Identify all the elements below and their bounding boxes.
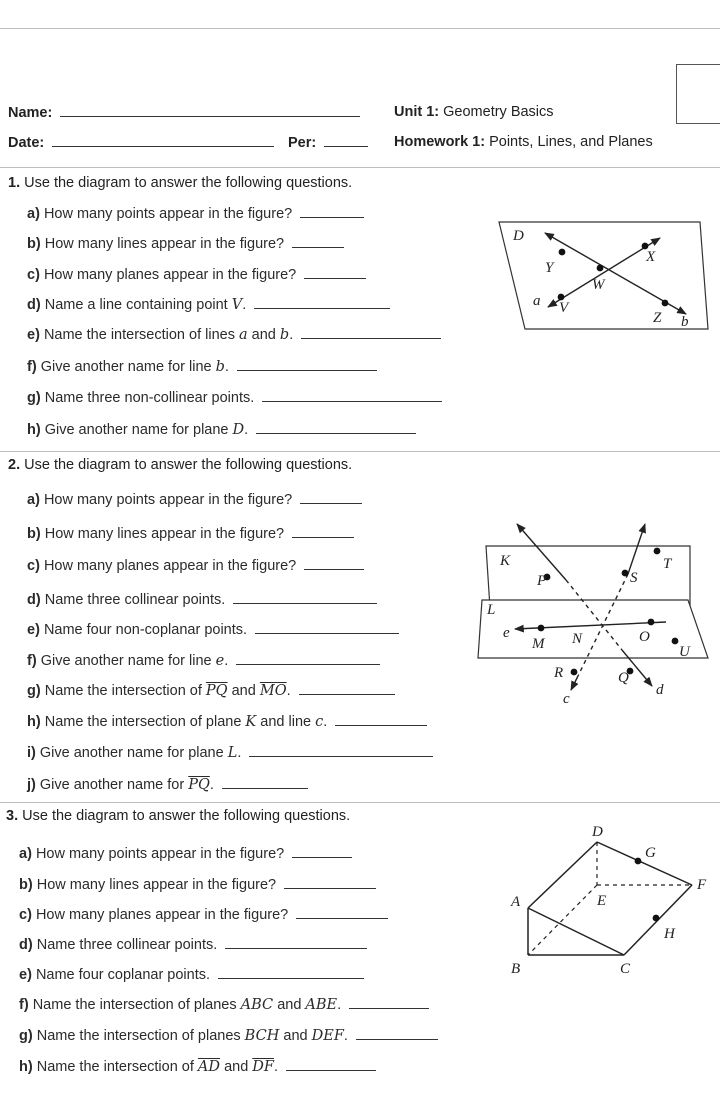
q3a-letter: a) xyxy=(19,846,32,862)
q1h-text: Give another name for plane xyxy=(44,422,229,438)
label-U: U xyxy=(679,644,690,660)
q1f-text: Give another name for line xyxy=(40,359,212,375)
q3d-letter: d) xyxy=(19,937,33,953)
q1b-text: How many lines appear in the figure? xyxy=(44,236,285,252)
q1d-letter: d) xyxy=(27,297,41,313)
q1a-letter: a) xyxy=(27,206,40,222)
q2d-text: Name three collinear points. xyxy=(44,592,226,608)
label-W: W xyxy=(592,277,605,293)
q3e-letter: e) xyxy=(19,967,32,983)
q3g-text: Name the intersection of planes xyxy=(36,1028,241,1044)
q3f-math2: ABE xyxy=(305,997,338,1013)
label-c: c xyxy=(563,691,570,707)
q2h-letter: h) xyxy=(27,714,41,730)
edge-DA xyxy=(528,842,597,908)
q1e-text: Name the intersection of lines xyxy=(43,327,235,343)
q2j-letter: j) xyxy=(27,777,36,793)
q3h-letter: h) xyxy=(19,1059,33,1075)
q3g-math: BCH xyxy=(244,1028,280,1044)
q3h-math2: $\overline{DF}$ xyxy=(252,1059,274,1075)
q2g-text: Name the intersection of xyxy=(44,683,202,699)
q1f-end: . xyxy=(224,359,229,375)
q2a-letter: a) xyxy=(27,492,40,508)
q3g-end: . xyxy=(343,1028,348,1044)
q3f-letter: f) xyxy=(19,997,29,1013)
section-1-intro: Use the diagram to answer the following questions. xyxy=(24,175,353,191)
q1b-letter: b) xyxy=(27,236,41,252)
q1e-letter: e) xyxy=(27,327,40,343)
q3g-math2: DEF xyxy=(311,1028,344,1044)
period-label: Per: xyxy=(288,135,317,151)
q1c-text: How many planes appear in the figure? xyxy=(43,267,297,283)
q3h-mid: and xyxy=(224,1059,249,1075)
q1c-letter: c) xyxy=(27,267,40,283)
label-B: B xyxy=(511,961,521,977)
q1d-text: Name a line containing point xyxy=(44,297,228,313)
label-S: S xyxy=(630,570,638,586)
q1d-end: . xyxy=(242,297,247,313)
q2f-math: e xyxy=(215,653,225,669)
label-V: V xyxy=(559,300,569,316)
q2h-end: . xyxy=(323,714,328,730)
q1h-end: . xyxy=(244,422,249,438)
q2e-letter: e) xyxy=(27,622,40,638)
q2b-letter: b) xyxy=(27,526,41,542)
q2h-math: K xyxy=(245,714,257,730)
label-Y: Y xyxy=(545,260,554,276)
q1e-end: . xyxy=(289,327,294,343)
edge-EB xyxy=(528,885,597,955)
q2i-math: L xyxy=(227,745,238,761)
label-b: b xyxy=(681,314,689,330)
label-F: F xyxy=(697,877,707,893)
label-Q: Q xyxy=(618,670,629,686)
q2a-text: How many points appear in the figure? xyxy=(43,492,293,508)
q2i-letter: i) xyxy=(27,745,36,761)
label-K: K xyxy=(500,553,511,569)
label-D3: D xyxy=(592,824,603,840)
label-A: A xyxy=(511,894,521,910)
q3b-text: How many lines appear in the figure? xyxy=(36,877,277,893)
label-H: H xyxy=(664,926,675,942)
label-a: a xyxy=(533,293,541,309)
homework-label: Homework 1: xyxy=(394,134,486,150)
label-d: d xyxy=(656,682,664,698)
q3c-text: How many planes appear in the figure? xyxy=(35,907,289,923)
q3d-text: Name three collinear points. xyxy=(36,937,218,953)
label-e: e xyxy=(503,625,510,641)
point-G xyxy=(635,858,642,865)
q1f-math: b xyxy=(215,359,225,375)
unit-label: Unit 1: xyxy=(394,104,440,120)
q3b-letter: b) xyxy=(19,877,33,893)
label-D: D xyxy=(513,228,524,244)
q2j-math: $\overline{PQ}$ xyxy=(188,777,210,793)
q2g-letter: g) xyxy=(27,683,41,699)
q2f-text: Give another name for line xyxy=(40,653,212,669)
label-M: M xyxy=(532,636,545,652)
q2h-math2: c xyxy=(315,714,324,730)
q2d-letter: d) xyxy=(27,592,41,608)
q2c-text: How many planes appear in the figure? xyxy=(43,558,297,574)
section-1-number: 1. xyxy=(8,175,21,191)
q1h-letter: h) xyxy=(27,422,41,438)
section-3-number: 3. xyxy=(6,808,19,824)
label-Z: Z xyxy=(653,310,662,326)
q1g-letter: g) xyxy=(27,390,41,406)
label-G: G xyxy=(645,845,656,861)
q1h-math: D xyxy=(232,422,245,438)
q3f-text: Name the intersection of planes xyxy=(32,997,237,1013)
q3h-math: $\overline{AD}$ xyxy=(197,1059,221,1075)
q3f-end: . xyxy=(337,997,342,1013)
q2g-math2: $\overline{MO}$ xyxy=(259,683,287,699)
q2h-mid: and line xyxy=(260,714,312,730)
q2h-text: Name the intersection of plane xyxy=(44,714,242,730)
label-N: N xyxy=(572,631,583,647)
unit-title: Geometry Basics xyxy=(443,104,554,120)
label-E: E xyxy=(597,893,607,909)
q3c-letter: c) xyxy=(19,907,32,923)
q2b-text: How many lines appear in the figure? xyxy=(44,526,285,542)
q1e-mid: and xyxy=(251,327,276,343)
name-label: Name: xyxy=(8,105,53,121)
label-C: C xyxy=(620,961,631,977)
q3f-math: ABC xyxy=(240,997,274,1013)
q3h-end: . xyxy=(273,1059,279,1075)
q1e-math: a xyxy=(238,327,248,343)
q1f-letter: f) xyxy=(27,359,37,375)
section-3-intro: Use the diagram to answer the following questions. xyxy=(22,808,351,824)
q2g-end: . xyxy=(286,683,291,699)
q2f-end: . xyxy=(224,653,229,669)
q1d-math: V xyxy=(231,297,243,313)
label-P: P xyxy=(537,573,547,589)
label-X: X xyxy=(646,249,656,265)
q2g-mid: and xyxy=(231,683,256,699)
q3a-text: How many points appear in the figure? xyxy=(35,846,285,862)
q3g-letter: g) xyxy=(19,1028,33,1044)
q3f-mid: and xyxy=(277,997,302,1013)
q2e-text: Name four non-coplanar points. xyxy=(43,622,248,638)
section-2-number: 2. xyxy=(8,457,21,473)
point-H xyxy=(653,915,660,922)
q2j-end: . xyxy=(209,777,214,793)
q3g-mid: and xyxy=(283,1028,308,1044)
q2g-math: $\overline{PQ}$ xyxy=(205,683,228,699)
q1e-math2: b xyxy=(279,327,290,343)
q2i-text: Give another name for plane xyxy=(39,745,224,761)
section-2-intro: Use the diagram to answer the following questions. xyxy=(24,457,353,473)
edge-AC xyxy=(528,908,624,955)
q2j-text: Give another name for xyxy=(39,777,185,793)
q3e-text: Name four coplanar points. xyxy=(35,967,211,983)
q2i-end: . xyxy=(237,745,242,761)
date-label: Date: xyxy=(8,135,45,151)
q1g-text: Name three non-collinear points. xyxy=(44,390,255,406)
label-O: O xyxy=(639,629,650,645)
label-T: T xyxy=(663,556,672,572)
q2c-letter: c) xyxy=(27,558,40,574)
label-R: R xyxy=(554,665,564,681)
q2f-letter: f) xyxy=(27,653,37,669)
homework-title: Points, Lines, and Planes xyxy=(489,134,653,150)
label-L: L xyxy=(487,602,496,618)
q1a-text: How many points appear in the figure? xyxy=(43,206,293,222)
q3h-text: Name the intersection of xyxy=(36,1059,194,1075)
